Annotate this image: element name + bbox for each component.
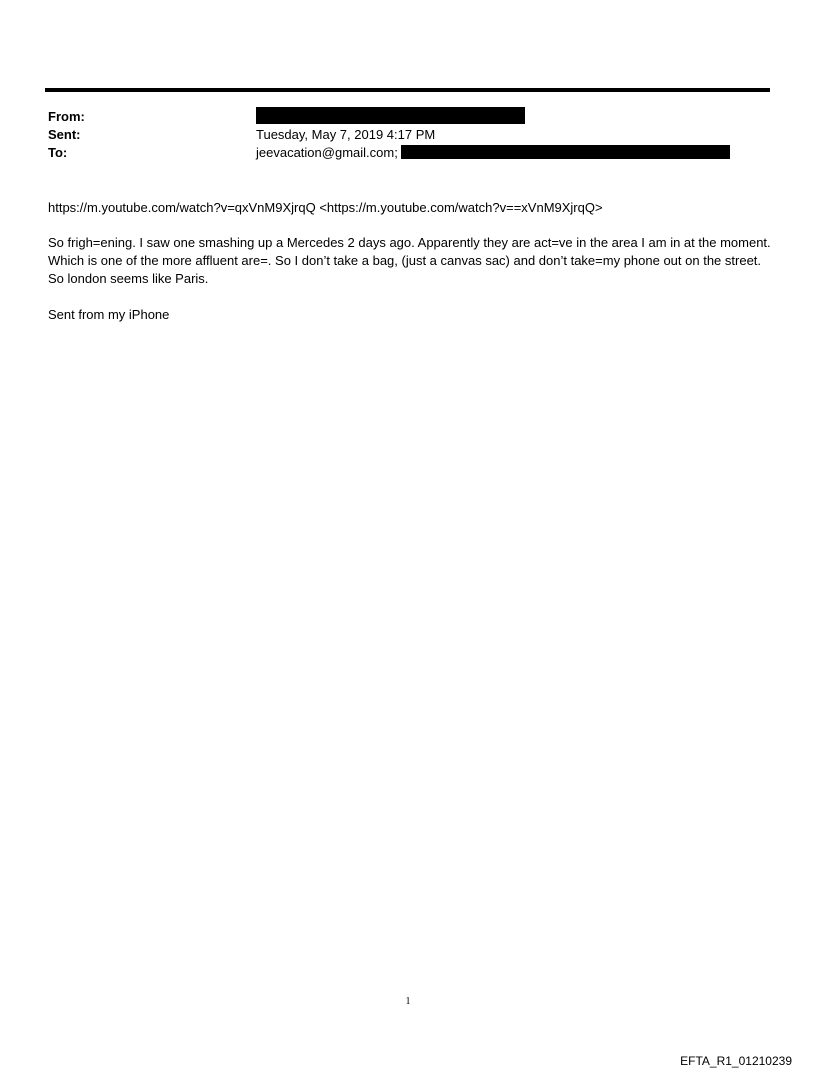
from-redaction [256, 107, 525, 124]
header-divider [45, 88, 770, 92]
sent-value: Tuesday, May 7, 2019 4:17 PM [256, 127, 436, 142]
signature-line: Sent from my iPhone [48, 307, 170, 322]
document-id: EFTA_R1_01210239 [680, 1054, 792, 1068]
to-label: To: [48, 145, 68, 160]
sent-label: Sent: [48, 127, 81, 142]
message-paragraph: So frigh=ening. I saw one smashing up a Mercedes 2 days ago. Apparently they are act=ve in the area I am in at the moment. Which is one of the more affluent are=. So I don’t take a bag, (just a canvas sac) and don’t take=my phone out on the street. So london seems like Paris. [48, 235, 771, 286]
to-value: jeevacation@gmail.com; [256, 145, 398, 160]
from-label: From: [48, 109, 85, 124]
youtube-link-line: https://m.youtube.com/watch?v=qxVnM9XjrqQ <https://m.youtube.com/watch?v==xVnM9XjrqQ> [48, 200, 603, 215]
page-number: 1 [405, 996, 411, 1007]
to-redaction [401, 145, 730, 159]
